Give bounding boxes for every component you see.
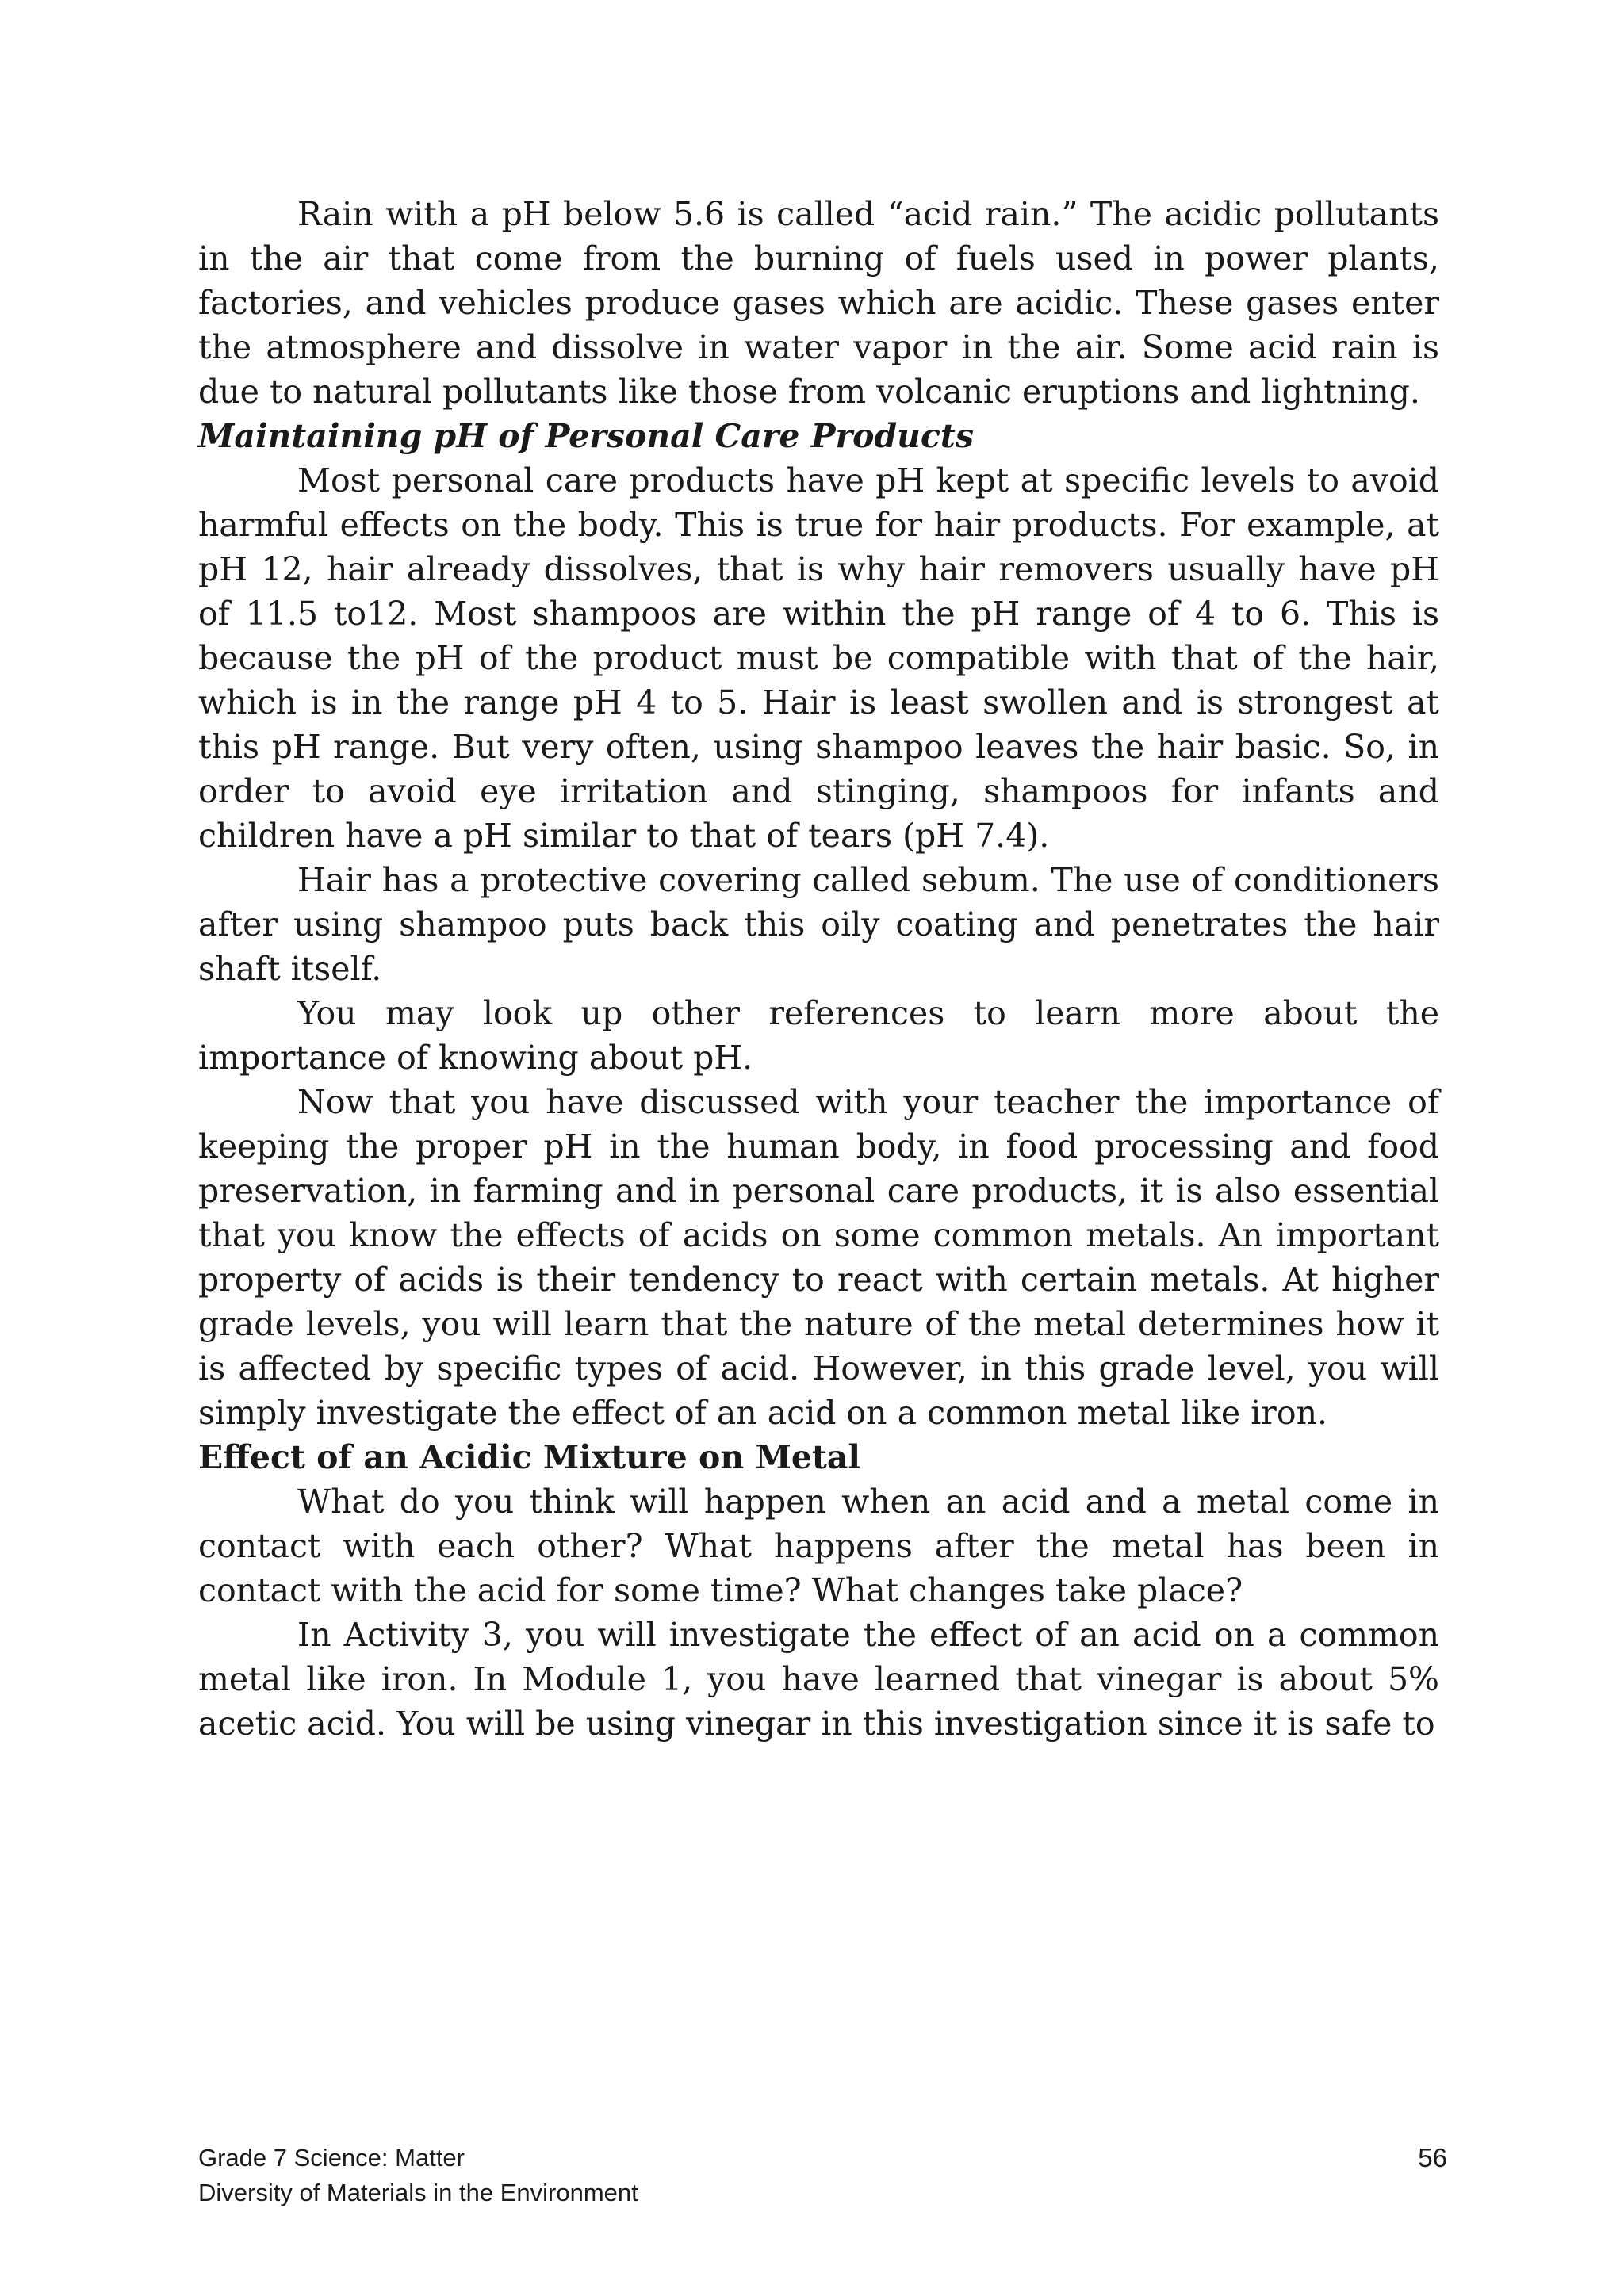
paragraph-personal-care-ph: Most personal care products have pH kept at specific levels to avoid harmful effects on the body. This is true for hair products. For example, at pH 12, hair already dissolves, that is why hair removers usually have pH of 11.5 to12. Most shampoos are within the pH range of 4 to 6. This is because the pH of the product must be compatible with that of the hair, which is in the range pH 4 to 5. Hair is least swollen and is strongest at this pH range. But very often, using shampoo leaves the hair basic. So, in order to avoid eye irritation and stinging, shampoos for infants and children have a pH similar to that of tears (pH 7.4).	[198, 461, 1439, 855]
footer-course-title: Grade 7 Science: Matter	[198, 2144, 465, 2172]
paragraph-activity-3: In Activity 3, you will investigate the effect of an acid on a common metal like iron. In Module 1, you have learned that vinegar is about 5% acetic acid. You will be using vinegar in this investigation since it is safe to	[198, 1616, 1439, 1743]
section-heading-personal-care: Maintaining pH of Personal Care Products	[198, 417, 974, 455]
paragraph-acid-rain: Rain with a pH below 5.6 is called “acid rain.” The acidic pollutants in the air that come from the burning of fuels used in power plants, factories, and vehicles produce gases which are acidic. These gases enter the atmosphere and dissolve in water vapor in the air. Some acid rain is due to natural pollutants like those from volcanic eruptions and lightning.	[198, 195, 1439, 411]
footer-module-title: Diversity of Materials in the Environment	[198, 2179, 638, 2206]
page-footer	[198, 2141, 1447, 2210]
paragraph-references: You may look up other references to learn more about the importance of knowing about pH.	[198, 994, 1439, 1077]
section-heading-acid-on-metal: Effect of an Acidic Mixture on Metal	[198, 1438, 860, 1476]
paragraph-sebum: Hair has a protective covering called sebum. The use of conditioners after using shampoo puts back this oily coating and penetrates the hair shaft itself.	[198, 861, 1439, 988]
paragraph-questions: What do you think will happen when an acid and a metal come in contact with each other? What happens after the metal has been in contact with the acid for some time? What changes take place?	[198, 1483, 1439, 1609]
paragraph-acids-and-metals: Now that you have discussed with your teacher the importance of keeping the proper pH in the human body, in food processing and food preservation, in farming and in personal care products, it is also essential that you know the effects of acids on some common metals. An important property of acids is their tendency to react with certain metals. At higher grade levels, you will learn that the nature of the metal determines how it is affected by specific types of acid. However, in this grade level, you will simply investigate the effect of an acid on a common metal like iron.	[198, 1083, 1439, 1432]
page-number: 56	[1418, 2143, 1447, 2172]
page-body	[198, 192, 1439, 1746]
